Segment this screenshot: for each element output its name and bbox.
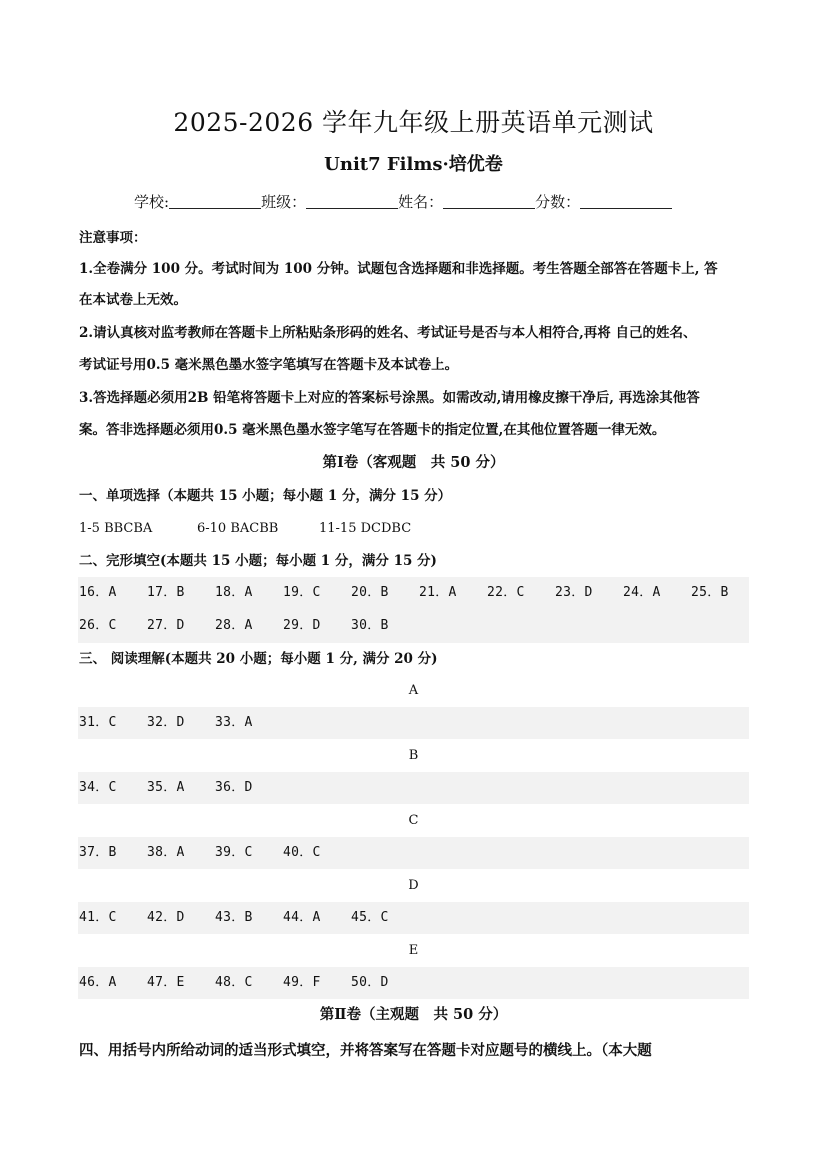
answer: 18．A <box>215 585 253 600</box>
answer: 32．D <box>147 715 185 730</box>
answer: 34．C <box>79 780 117 795</box>
answer: 26．C <box>79 618 117 633</box>
section2-row <box>79 583 741 603</box>
answer: 33．A <box>215 715 253 730</box>
answer: 37．B <box>79 845 117 860</box>
name-label: 姓名： <box>398 193 444 211</box>
answer: 36．D <box>215 780 253 795</box>
section3-row <box>79 778 283 798</box>
note-line: 1.全卷满分 100 分。考试时间为 100 分钟。试题包含选择题和非选择题。考生答题全部答在答题卡上, 答 <box>79 261 718 277</box>
answer: 25．B <box>691 585 729 600</box>
answer: 19．C <box>283 585 321 600</box>
answer: 46．A <box>79 975 117 990</box>
passage-letter: A <box>408 683 419 698</box>
school-blank <box>169 192 261 209</box>
answer: 28．A <box>215 618 253 633</box>
answer: 29．D <box>283 618 321 633</box>
passage-letter: B <box>408 748 419 763</box>
part1-heading: 第Ⅰ卷（客观题 共 50 分） <box>322 454 505 471</box>
exam-subtitle: Unit7 Films·培优卷 <box>324 154 503 175</box>
part2-heading: 第Ⅱ卷（主观题 共 50 分） <box>319 1006 508 1023</box>
section3-row <box>79 973 419 993</box>
answer: 40．C <box>283 845 321 860</box>
section2-row <box>79 616 419 636</box>
class-label: 班级： <box>261 193 307 211</box>
note-line: 2.请认真核对监考教师在答题卡上所粘贴条形码的姓名、考试证号是否与本人相符合,再将 自己的姓名、 <box>79 325 697 341</box>
answer: 21．A <box>419 585 457 600</box>
section2-heading: 二、完形填空(本题共 15 小题；每小题 1 分，满分 15 分) <box>79 553 437 569</box>
note-line: 3.答选择题必须用2B 铅笔将答题卡上对应的答案标号涂黑。如需改动,请用橡皮擦干净后, 再选涂其他答 <box>79 390 700 406</box>
student-info-line <box>134 190 672 214</box>
answer: 50．D <box>351 975 389 990</box>
name-blank <box>443 192 535 209</box>
section4-heading: 四、用括号内所给动词的适当形式填空，并将答案写在答题卡对应题号的横线上。（本大题 <box>79 1042 652 1059</box>
section3-row <box>79 713 283 733</box>
passage-letter: C <box>408 813 419 828</box>
answer: 27．D <box>147 618 185 633</box>
answer: 49．F <box>283 975 321 990</box>
answer: 44．A <box>283 910 321 925</box>
passage-letter: E <box>408 943 419 958</box>
answer: 38．A <box>147 845 185 860</box>
answer-group: 1-5 BBCBA <box>79 521 153 536</box>
answer: 31．C <box>79 715 117 730</box>
section3-row <box>79 843 351 863</box>
answer: 42．D <box>147 910 185 925</box>
answer: 24．A <box>623 585 661 600</box>
answer: 45．C <box>351 910 389 925</box>
section1-heading: 一、单项选择（本题共 15 小题；每小题 1 分，满分 15 分） <box>79 488 452 504</box>
notes-heading: 注意事项： <box>79 230 147 246</box>
answer-group: 11-15 DCDBC <box>319 521 412 536</box>
answer: 43．B <box>215 910 253 925</box>
passage-letter: D <box>408 878 419 893</box>
score-label: 分数： <box>535 193 581 211</box>
score-blank <box>580 192 672 209</box>
answer-group: 6-10 BACBB <box>197 521 279 536</box>
note-line: 考试证号用0.5 毫米黑色墨水签字笔填写在答题卡及本试卷上。 <box>79 357 459 373</box>
section3-heading: 三、 阅读理解(本题共 20 小题；每小题 1 分, 满分 20 分) <box>79 651 438 667</box>
note-line: 案。答非选择题必须用0.5 毫米黑色墨水签字笔写在答题卡的指定位置,在其他位置答题一律无效。 <box>79 422 666 438</box>
exam-title: 2025-2026 学年九年级上册英语单元测试 <box>173 108 654 137</box>
answer: 30．B <box>351 618 389 633</box>
answer: 17．B <box>147 585 185 600</box>
answer: 39．C <box>215 845 253 860</box>
answer: 47．E <box>147 975 185 990</box>
section3-row <box>79 908 419 928</box>
answer: 22．C <box>487 585 525 600</box>
note-line: 在本试卷上无效。 <box>79 292 187 308</box>
section1-answers <box>79 519 411 539</box>
answer: 16．A <box>79 585 117 600</box>
answer: 23．D <box>555 585 593 600</box>
answer: 48．C <box>215 975 253 990</box>
answer: 20．B <box>351 585 389 600</box>
school-label: 学校: <box>134 193 170 211</box>
answer: 41．C <box>79 910 117 925</box>
answer: 35．A <box>147 780 185 795</box>
class-blank <box>306 192 398 209</box>
